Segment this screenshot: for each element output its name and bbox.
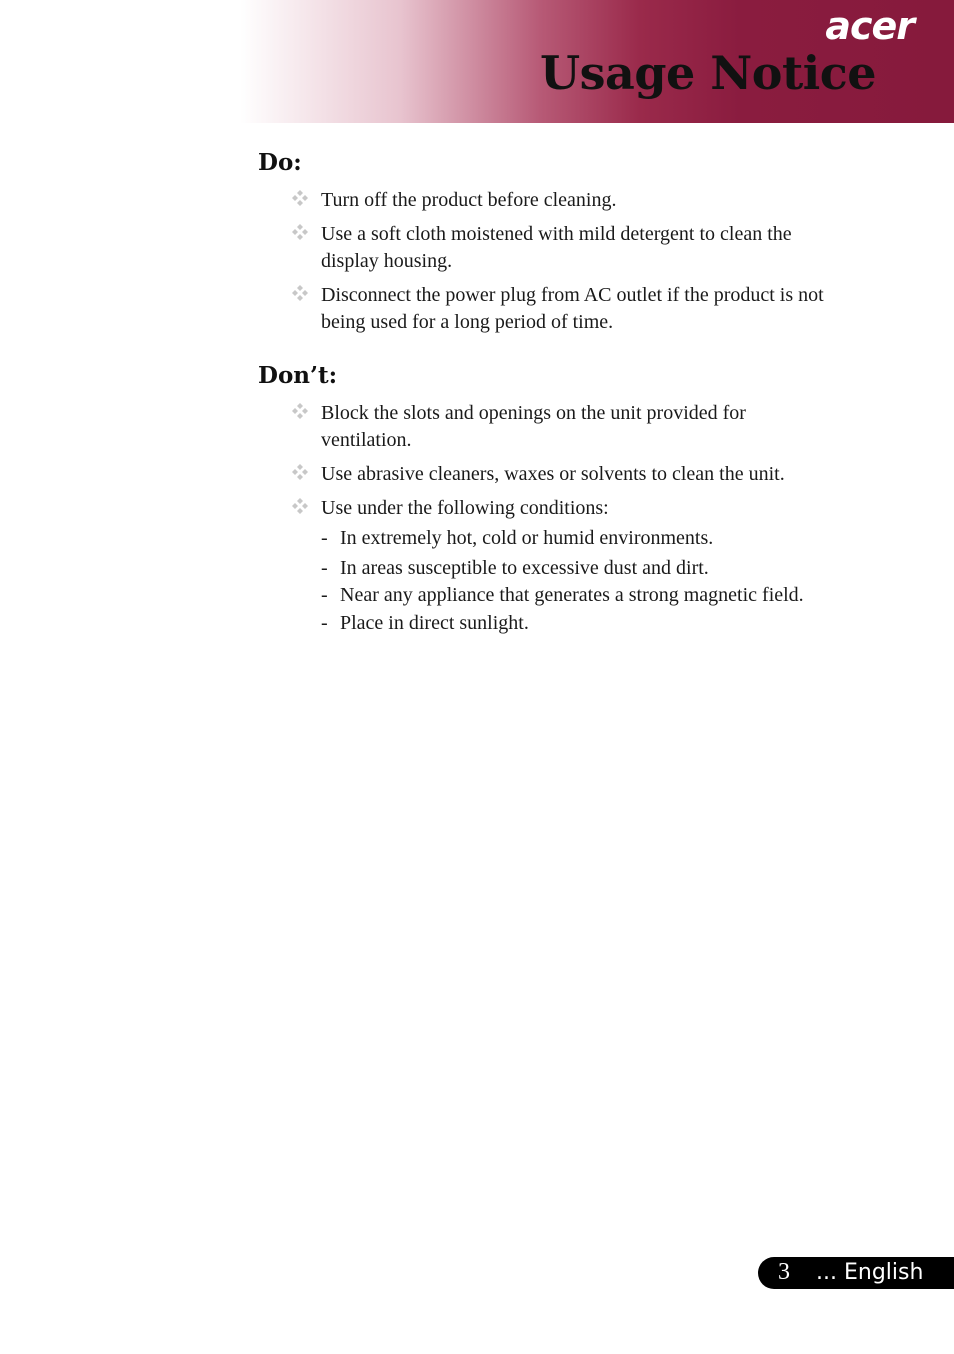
page-title: Usage Notice <box>540 46 876 100</box>
page-number: 3 <box>778 1259 790 1285</box>
dont-heading: Don’t: <box>258 362 338 389</box>
list-item-text: Use under the following conditions: <box>321 497 609 519</box>
page-footer-tab <box>758 1257 954 1289</box>
bullet-icon <box>292 190 308 206</box>
condition-item: - Place in direct sunlight. <box>321 612 529 634</box>
bullet-icon <box>292 464 308 480</box>
page-header-banner <box>0 0 954 123</box>
list-item-text: Use a soft cloth moistened with mild detergent to clean the <box>321 223 792 245</box>
condition-text: In extremely hot, cold or humid environments. <box>340 527 714 549</box>
list-item-text-continued: being used for a long period of time. <box>321 311 614 333</box>
bullet-icon <box>292 498 308 514</box>
list-item-text-continued: ventilation. <box>321 429 412 451</box>
condition-text: Near any appliance that generates a strong magnetic field. <box>340 584 804 606</box>
bullet-icon <box>292 224 308 240</box>
language-label: ... English <box>816 1260 924 1285</box>
bullet-icon <box>292 285 308 301</box>
condition-text: In areas susceptible to excessive dust and dirt. <box>340 557 709 579</box>
list-item-text: Disconnect the power plug from AC outlet if the product is not <box>321 284 824 306</box>
condition-text: Place in direct sunlight. <box>340 612 529 634</box>
list-item-text: Block the slots and openings on the unit provided for <box>321 402 746 424</box>
do-heading: Do: <box>258 149 302 176</box>
list-item-text: Turn off the product before cleaning. <box>321 189 617 211</box>
condition-item: - In areas susceptible to excessive dust and dirt. <box>321 557 709 579</box>
acer-logo: acer <box>825 4 914 48</box>
list-item-text: Use abrasive cleaners, waxes or solvents to clean the unit. <box>321 463 785 485</box>
condition-item: - Near any appliance that generates a strong magnetic field. <box>321 584 804 606</box>
condition-item: - In extremely hot, cold or humid environments. <box>321 527 714 549</box>
list-item-text-continued: display housing. <box>321 250 453 272</box>
bullet-icon <box>292 403 308 419</box>
